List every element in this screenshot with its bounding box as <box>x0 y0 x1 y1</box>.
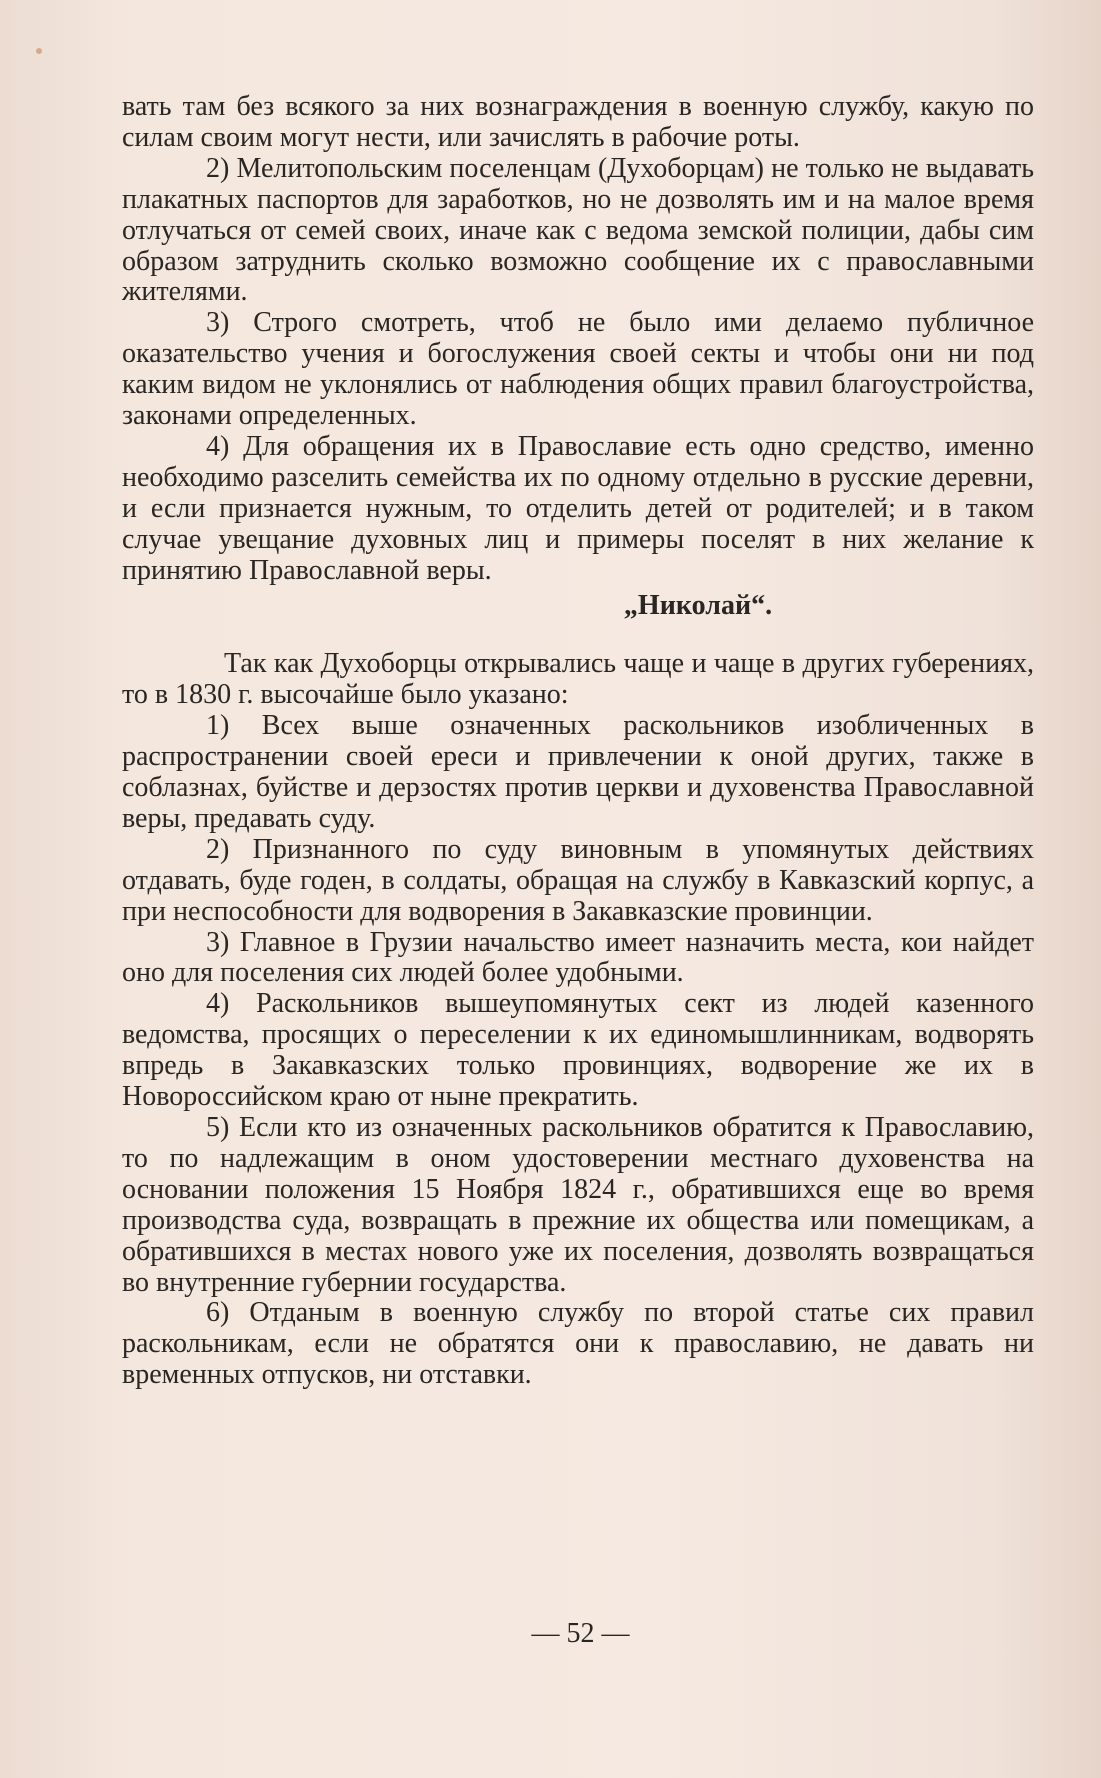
paragraph-decree-5: 5) Если кто из означенных раскольников обратится к Православию, то по надлежащим в оном удостоверении местнаго духовенства на основании положения 15 Ноября 1824 г., обратившихся еще во время производства суда, возвращать в прежние их общества или помещикам, а обратившихся в местах нового уже их поселения, дозволять возвращаться во внутренние губернии государства. <box>122 1112 1034 1298</box>
paragraph-decree-2: 2) Признанного по суду виновным в упомянутых действиях отдавать, буде годен, в солдаты, обращая на службу в Кавказский корпус, а при неспособности для водворения в Закавказские провинции. <box>122 833 1034 927</box>
paragraph-intro-1830: Так как Духоборцы открывались чаще и чаще в других губерениях, то в 1830 г. высочайше было указано: <box>122 648 1034 711</box>
paragraph-decree-6: 6) Отданым в военную службу по второй статье сих правил раскольникам, если не обратятся они к православию, не давать ни временных отпусков, ни отставки. <box>122 1297 1034 1391</box>
page-text <box>122 92 1034 1391</box>
paragraph-decree-3: 3) Главное в Грузии начальство имеет назначить места, кои найдет оно для поселения сих людей более удобными. <box>122 926 1034 989</box>
paragraph-item-2: 2) Мелитопольским поселенцам (Духоборцам) не только не выдавать плакатных паспортов для заработков, но не дозволять им и на малое время отлучаться от семей своих, иначе как с ведома земской полиции, дабы сим образом затруднить сколько возможно сообщение их с православными жителями. <box>122 152 1034 308</box>
paragraph-item-4: 4) Для обращения их в Православие есть одно средство, именно необходимо разселить семейства их по одному отдельно в русские деревни, и если признается нужным, то отделить детей от родителей; и в таком случае увещание духовных лиц и примеры поселят в них желание к принятию Православной веры. <box>122 430 1034 586</box>
paragraph-decree-4: 4) Раскольников вышеупомянутых сект из людей казенного ведомства, просящих о переселении к их единомышлинникам, водворять впредь в Закавказских только провинциях, водворение же их в Новороссийском краю от ныне прекратить. <box>122 988 1034 1113</box>
paragraph-continuation: вать там без всякого за них вознаграждения в военную службу, какую по силам своим могут нести, или зачислять в рабочие роты. <box>122 91 1034 153</box>
paper-speck <box>36 48 42 54</box>
paragraph-item-3: 3) Строго смотреть, чтоб не было ими делаемо публичное оказательство учения и богослужения своей секты и чтобы они ни под каким видом не уклонялись от наблюдения общих правил благоустройства, законами определенных. <box>122 307 1034 432</box>
signature: „Николай“. <box>623 589 773 621</box>
paragraph-decree-1: 1) Всех выше означенных раскольников изобличенных в распространении своей ереси и привлечении к оной других, также в соблазнах, буйстве и дерзостях против церкви и духовенства Православной веры, предавать суду. <box>122 710 1034 834</box>
page-number: — 52 — <box>531 1618 630 1649</box>
